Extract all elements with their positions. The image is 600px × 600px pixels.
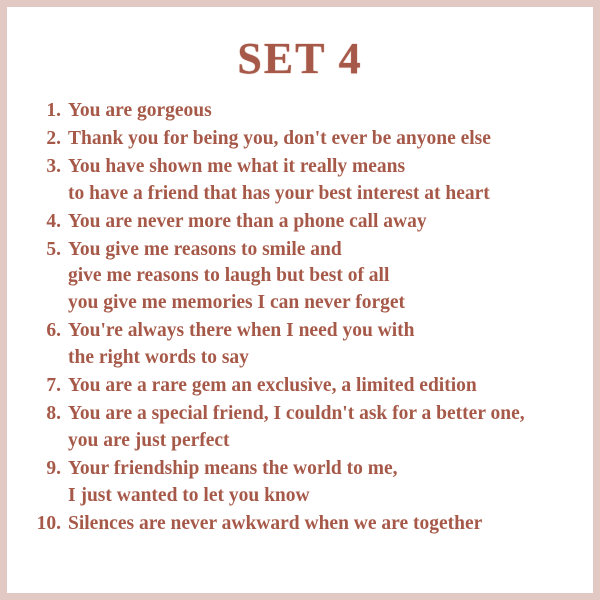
list-item xyxy=(31,237,579,318)
list-item-text xyxy=(68,126,579,153)
list-item xyxy=(31,126,579,153)
list-item-text xyxy=(68,98,579,125)
list-item-line: You're always there when I need you with xyxy=(68,320,415,342)
list-item-number: 3. xyxy=(46,155,61,177)
list-item-line: to have a friend that has your best interest at heart xyxy=(68,182,490,204)
list-item-line: Thank you for being you, don't ever be anyone else xyxy=(68,127,491,149)
list-item-number: 6. xyxy=(46,320,61,342)
list-item-text xyxy=(68,209,579,236)
list-item-text xyxy=(68,456,579,510)
list-item xyxy=(31,401,579,455)
list-item-line: You are a special friend, I couldn't ask for a better one, xyxy=(68,402,525,424)
list-item-line: Silences are never awkward when we are together xyxy=(68,512,483,534)
list-item-line: You give me reasons to smile and xyxy=(68,238,342,260)
list-item-line: I just wanted to let you know xyxy=(68,484,310,506)
list-item-line: You have shown me what it really means xyxy=(68,155,406,177)
list-item-number: 1. xyxy=(46,100,61,121)
list-item-line: You are never more than a phone call away xyxy=(68,210,427,232)
list-item-text xyxy=(68,401,579,455)
list-item xyxy=(31,154,579,208)
page-title: SET 4 xyxy=(237,34,363,83)
list-item xyxy=(31,209,579,236)
list-item-number: 7. xyxy=(46,375,61,397)
list-item-text xyxy=(68,511,579,538)
list-item-text xyxy=(68,154,579,208)
list-item-line: Your friendship means the world to me, xyxy=(68,457,398,479)
document-inner xyxy=(7,7,593,593)
list-item-text xyxy=(68,373,579,400)
list-item xyxy=(31,511,579,538)
list-item-line: you are just perfect xyxy=(68,429,230,451)
list-item-text xyxy=(68,318,579,372)
quote-list xyxy=(7,90,593,538)
list-item-number: 2. xyxy=(46,127,61,149)
list-item xyxy=(31,373,579,400)
list-item-line: you give me memories I can never forget xyxy=(68,292,405,314)
list-item-line: the right words to say xyxy=(68,347,249,369)
list-item-number: 4. xyxy=(46,210,61,232)
list-item-number: 9. xyxy=(46,457,61,479)
list-item-number: 8. xyxy=(46,402,61,424)
list-item-line: give me reasons to laugh but best of all xyxy=(68,265,390,287)
list-item-line: You are gorgeous xyxy=(68,100,212,121)
list-item-number: 10. xyxy=(36,512,61,534)
list-item xyxy=(31,456,579,510)
list-item-text xyxy=(68,237,579,318)
list-item xyxy=(31,98,579,125)
list-item xyxy=(31,318,579,372)
list-item-line: You are a rare gem an exclusive, a limited edition xyxy=(68,375,477,397)
list-item-number: 5. xyxy=(46,238,61,260)
